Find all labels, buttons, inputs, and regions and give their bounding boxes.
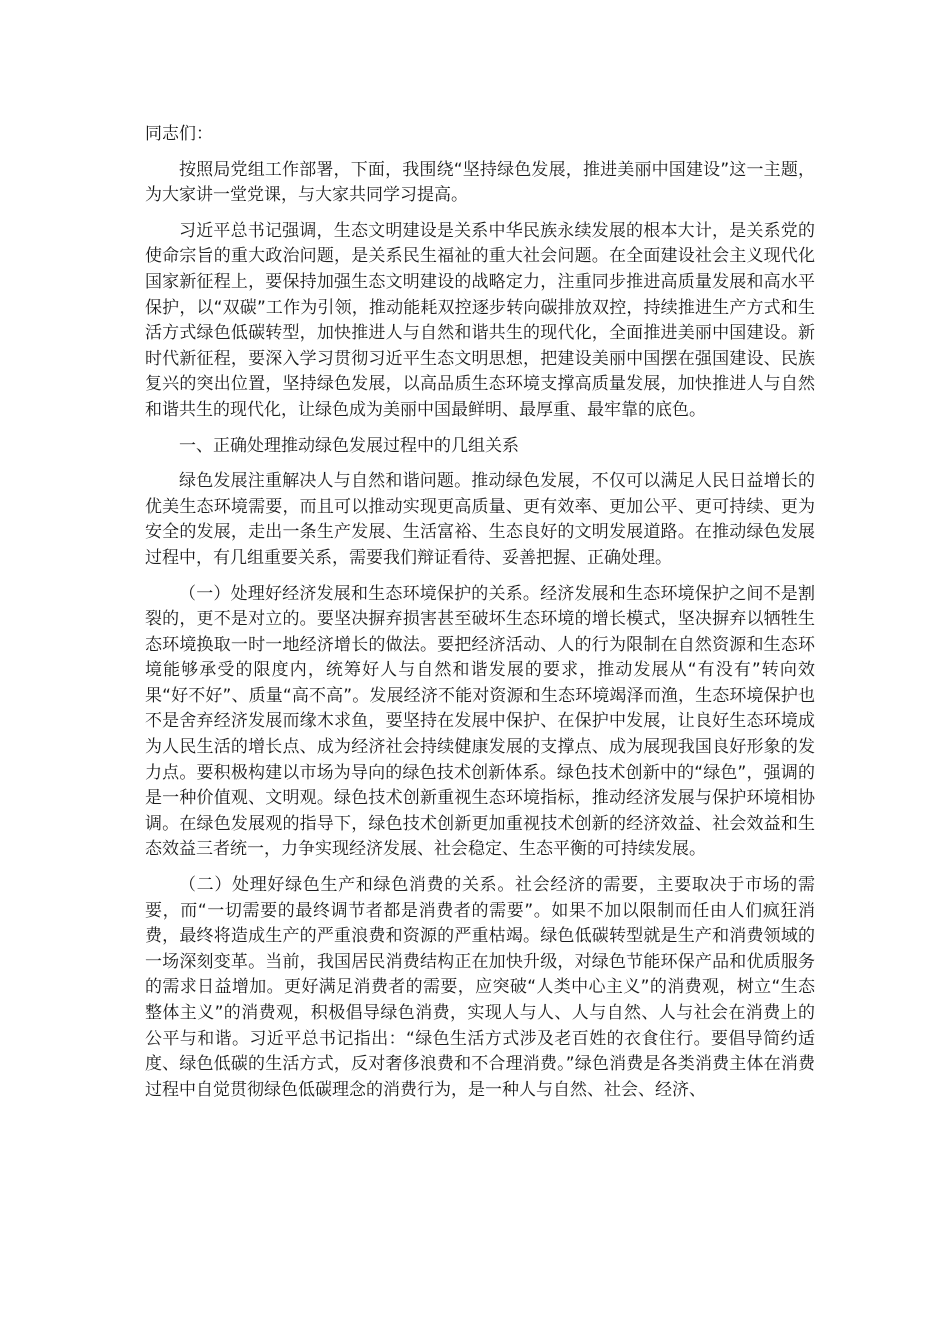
paragraph-item-1: （一）处理好经济发展和生态环境保护的关系。经济发展和生态环境保护之间不是割裂的，更不是对立的。要坚决摒弃损害甚至破坏生态环境的增长模式，坚决摒弃以牺牲生态环境换取一时一地经济增长的做法。要把经济活动、人的行为限制在自然资源和生态环境能够承受的限度内，统筹好人与自然和谐发展的要求，推动发展从“有没有”转向效果“好不好”、质量“高不高”。发展经济不能对资源和生态环境竭泽而渔，生态环境保护也不是舍弃经济发展而缘木求鱼，要坚持在发展中保护、在保护中发展，让良好生态环境成为人民生活的增长点、成为经济社会持续健康发展的支撑点、成为展现我国良好形象的发力点。要积极构建以市场为导向的绿色技术创新体系。绿色技术创新中的“绿色”，强调的是一种价值观、文明观。绿色技术创新重视生态环境指标，推动经济发展与保护环境相协调。在绿色发展观的指导下，绿色技术创新更加重视技术创新的经济效益、社会效益和生态效益三者统一，力争实现经济发展、社会稳定、生态平衡的可持续发展。 — [145, 583, 815, 860]
document-body — [145, 122, 815, 1113]
salutation: 同志们： — [145, 124, 213, 144]
paragraph-section-intro: 绿色发展注重解决人与自然和谐问题。推动绿色发展，不仅可以满足人民日益增长的优美生态环境需要，而且可以推动实现更高质量、更有效率、更加公平、更可持续、更为安全的发展，走出一条生产发展、生活富裕、生态良好的文明发展道路。在推动绿色发展过程中，有几组重要关系，需要我们辩证看待、妥善把握、正确处理。 — [145, 471, 815, 568]
section-heading: 一、正确处理推动绿色发展过程中的几组关系 — [179, 435, 519, 456]
paragraph-item-2: （二）处理好绿色生产和绿色消费的关系。社会经济的需要，主要取决于市场的需要，而“一切需要的最终调节者都是消费者的需要”。如果不加以限制而任由人们疯狂消费，最终将造成生产的严重浪费和资源的严重枯竭。绿色低碳转型就是生产和消费领域的一场深刻变革。当前，我国居民消费结构正在加快升级，对绿色节能环保产品和优质服务的需求日益增加。更好满足消费者的需要，应突破“人类中心主义”的消费观，树立“生态整体主义”的消费观，积极倡导绿色消费，实现人与人、人与自然、人与社会在消费上的公平与和谐。习近平总书记指出：“绿色生活方式涉及老百姓的衣食住行。要倡导简约适度、绿色低碳的生活方式，反对奢侈浪费和不合理消费。”绿色消费是各类消费主体在消费过程中自觉贯彻绿色低碳理念的消费行为，是一种人与自然、社会、经济、 — [145, 875, 815, 1100]
paragraph-intro: 按照局党组工作部署，下面，我围绕“坚持绿色发展，推进美丽中国建设”这一主题，为大家讲一堂党课，与大家共同学习提高。 — [145, 159, 815, 206]
paragraph-emphasis: 习近平总书记强调，生态文明建设是关系中华民族永续发展的根本大计，是关系党的使命宗旨的重大政治问题，是关系民生福祉的重大社会问题。在全面建设社会主义现代化国家新征程上，要保持加强生态文明建设的战略定力，注重同步推进高质量发展和高水平保护，以“双碳”工作为引领，推动能耗双控逐步转向碳排放双控，持续推进生产方式和生活方式绿色低碳转型，加快推进人与自然和谐共生的现代化，全面推进美丽中国建设。新时代新征程，要深入学习贯彻习近平生态文明思想，把建设美丽中国摆在强国建设、民族复兴的突出位置，坚持绿色发展，以高品质生态环境支撑高质量发展，加快推进人与自然和谐共生的现代化，让绿色成为美丽中国最鲜明、最厚重、最牢靠的底色。 — [145, 220, 815, 420]
